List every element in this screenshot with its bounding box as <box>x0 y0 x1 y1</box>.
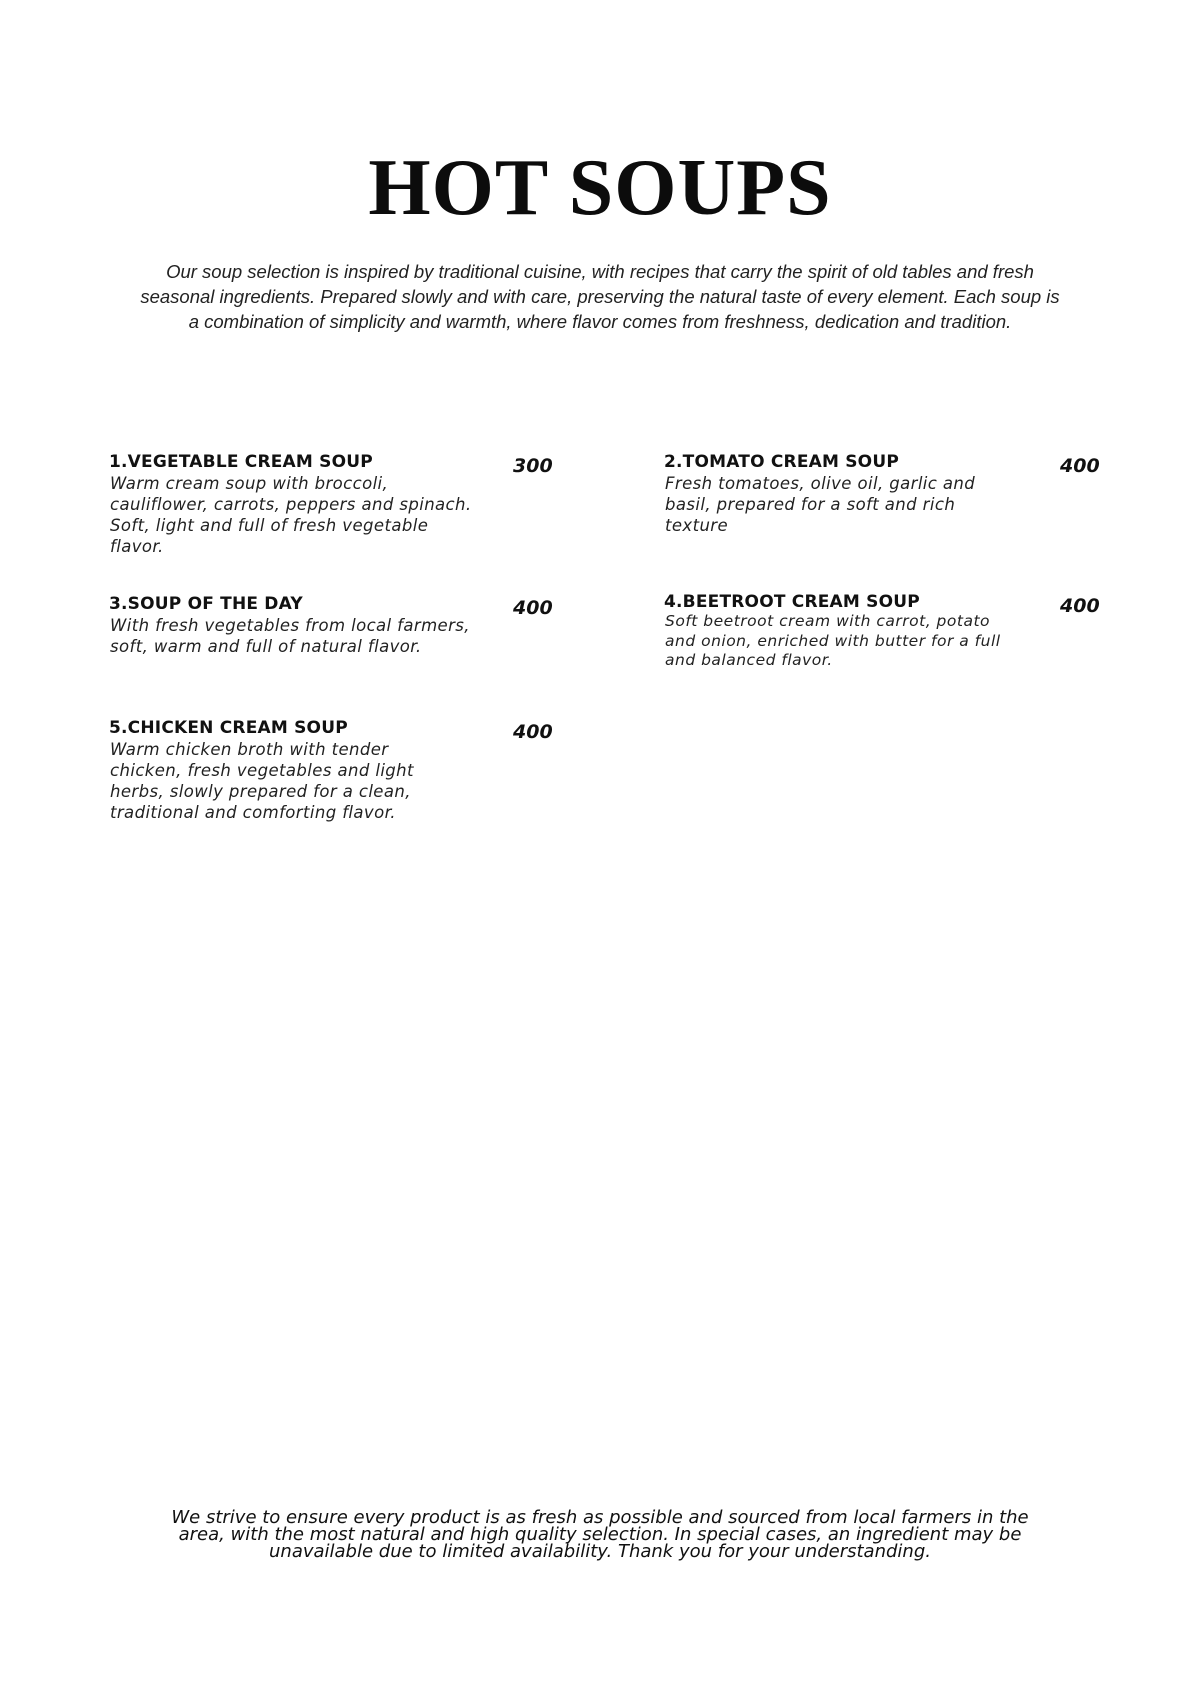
menu-item-vegetable-cream-soup <box>109 451 555 561</box>
menu-item-tomato-cream-soup <box>664 451 1104 541</box>
menu-item-price: 400 <box>513 721 553 743</box>
menu-item-beetroot-cream-soup <box>664 591 1104 681</box>
menu-item-name: 1.VEGETABLE CREAM SOUP <box>109 452 373 472</box>
footer-note: We strive to ensure every product is as fresh as possible and sourced from local farmers in the area, with the most natural and high quality selection. In special cases, an ingredient may be unavailable due to limited availability. Thank you for your understanding. <box>171 1507 1029 1562</box>
menu-item-name: 2.TOMATO CREAM SOUP <box>664 452 899 472</box>
menu-item-price: 300 <box>513 455 553 477</box>
intro-paragraph: Our soup selection is inspired by traditional cuisine, with recipes that carry the spirit of old tables and fresh seasonal ingredients. Prepared slowly and with care, preserving the natural taste of every element. Each soup is a combination of simplicity and warmth, where flavor comes from freshness, dedication and tradition. <box>140 261 1060 332</box>
menu-item-price: 400 <box>513 597 553 619</box>
menu-item-name: 4.BEETROOT CREAM SOUP <box>664 592 920 612</box>
page-title: HOT SOUPS <box>368 144 832 232</box>
menu-item-soup-of-the-day <box>109 593 555 683</box>
menu-item-description: Soft beetroot cream with carrot, potato and onion, enriched with butter for a full and balanced flavor. <box>665 612 1001 669</box>
menu-item-description: Warm cream soup with broccoli, cauliflower, carrots, peppers and spinach. Soft, light and full of fresh vegetable flavor. <box>110 474 472 556</box>
menu-item-price: 400 <box>1060 595 1100 617</box>
menu-item-price: 400 <box>1060 455 1100 477</box>
menu-item-chicken-cream-soup <box>109 717 555 827</box>
menu-item-description: Fresh tomatoes, olive oil, garlic and basil, prepared for a soft and rich texture <box>665 474 976 535</box>
menu-item-name: 5.CHICKEN CREAM SOUP <box>109 718 348 738</box>
menu-item-description: Warm chicken broth with tender chicken, fresh vegetables and light herbs, slowly prepared for a clean, traditional and comforting flavor. <box>110 740 414 822</box>
menu-item-description: With fresh vegetables from local farmers, soft, warm and full of natural flavor. <box>110 616 470 656</box>
menu-item-name: 3.SOUP OF THE DAY <box>109 594 303 614</box>
